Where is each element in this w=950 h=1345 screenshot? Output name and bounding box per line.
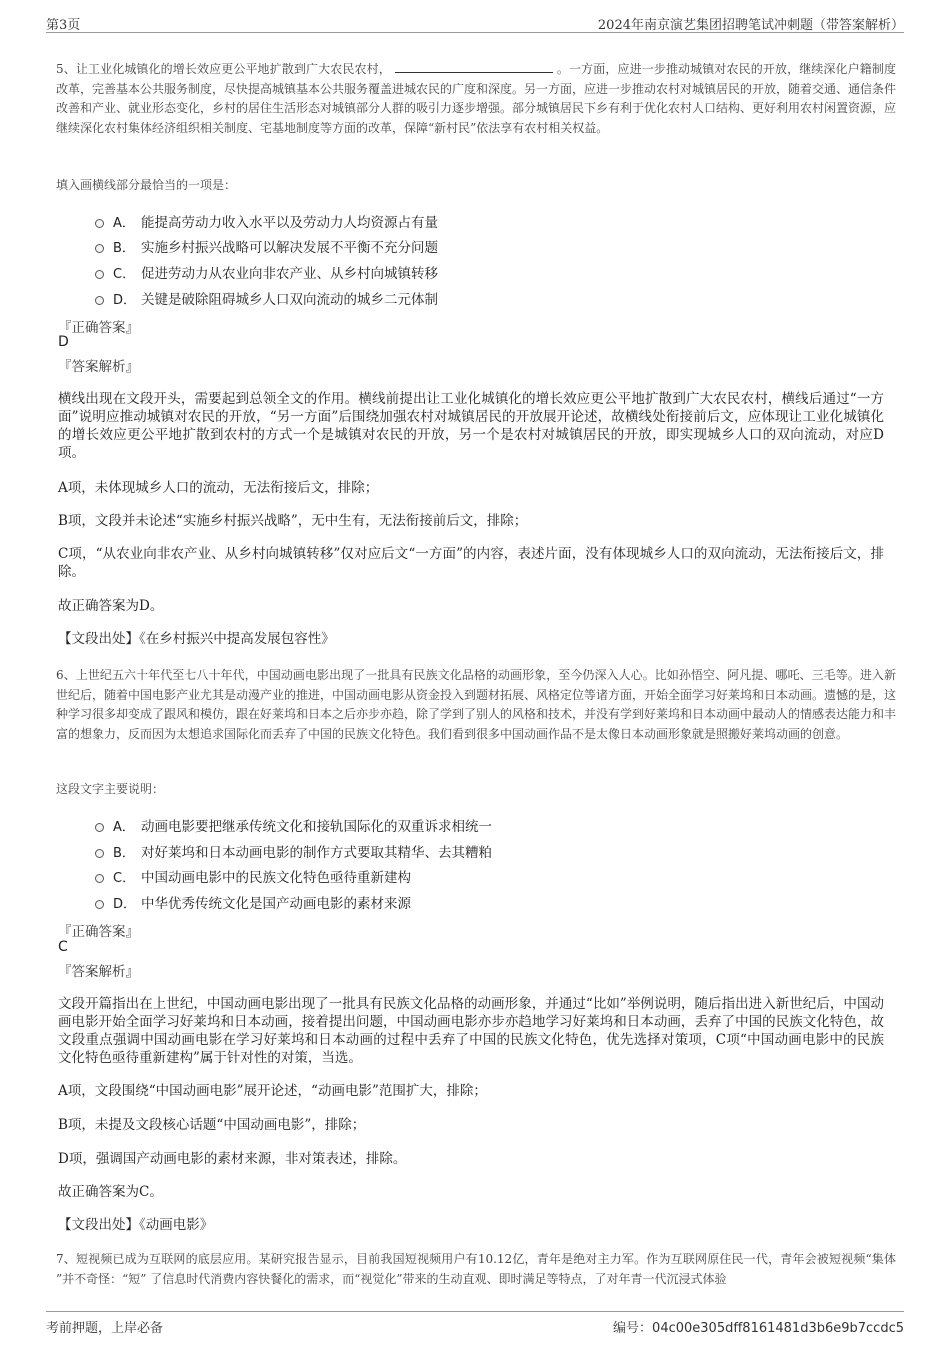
option-letter: D． bbox=[113, 293, 137, 308]
q5-option-c[interactable] bbox=[95, 262, 438, 282]
q6-answer-label: 『正确答案』 bbox=[58, 924, 139, 940]
radio-icon[interactable] bbox=[95, 874, 104, 883]
q6-analysis-d: D项，强调国产动画电影的素材来源，非对策表述，排除。 bbox=[58, 1151, 407, 1167]
q5-prompt: 填入画横线部分最恰当的一项是： bbox=[56, 178, 237, 192]
q5-stem-part1: 5、让工业化城镇化的增长效应更公平地扩散到广大农民农村， bbox=[56, 62, 391, 76]
q5-source: 【文段出处】《在乡村振兴中提高发展包容性》 bbox=[58, 631, 335, 647]
q6-option-d[interactable] bbox=[95, 892, 411, 912]
code-value: 04c00e305dff8161481d3b6e9b7ccdc5 bbox=[652, 1321, 904, 1336]
code-label: 编号： bbox=[613, 1321, 653, 1336]
option-letter: A． bbox=[113, 216, 135, 231]
q5-analysis-a: A项，未体现城乡人口的流动，无法衔接后文，排除； bbox=[58, 480, 379, 496]
document-title: 2024年南京演艺集团招聘笔试冲刺题（带答案解析） bbox=[597, 18, 904, 33]
option-text: 能提高劳动力收入水平以及劳动力人均资源占有量 bbox=[141, 215, 438, 231]
radio-icon[interactable] bbox=[95, 823, 104, 832]
option-text: 关键是破除阻碍城乡人口双向流动的城乡二元体制 bbox=[141, 292, 438, 308]
q6-stem: 6、上世纪五六十年代至七八十年代，中国动画电影出现了一批具有民族文化品格的动画形象，至今仍深入人心。比如孙悟空、阿凡提、哪吒、三毛等。进入新世纪后，随着中国电影产业尤其是动漫产业的推进，中国动画电影从资金投入到题材拓展、风格定位等诸方面，开始全面学习好莱坞和日本动画。遗憾的是，这种学习很多却变成了跟风和模仿，跟在好莱坞和日本之后亦步亦趋，除了学到了别人的风格和技术，并没有学到好莱坞和日本动画中最动人的情感表达能力和丰富的想象力，反而因为太想追求国际化而丢弃了中国的民族文化特色。我们看到很多中国动画作品不是太像日本动画形象就是照搬好莱坞动画的创意。 bbox=[56, 668, 897, 741]
q6-analysis-b: B项，未提及文段核心话题“中国动画电影”，排除； bbox=[58, 1117, 366, 1133]
option-text: 动画电影要把继承传统文化和接轨国际化的双重诉求相统一 bbox=[141, 819, 492, 835]
q6-option-c[interactable] bbox=[95, 866, 411, 886]
q6-source: 【文段出处】《动画电影》 bbox=[58, 1217, 214, 1233]
option-text: 对好莱坞和日本动画电影的制作方式要取其精华、去其糟粕 bbox=[141, 845, 492, 861]
q6-analysis-a: A项，文段围绕“中国动画电影”展开论述，“动画电影”范围扩大，排除； bbox=[58, 1083, 487, 1099]
q5-option-a[interactable] bbox=[95, 211, 438, 231]
page-header bbox=[46, 12, 904, 33]
option-letter: B． bbox=[113, 846, 135, 861]
page-number: 第3页 bbox=[46, 18, 81, 33]
q5-option-d[interactable] bbox=[95, 288, 438, 308]
option-text: 实施乡村振兴战略可以解决发展不平衡不充分问题 bbox=[141, 240, 438, 256]
page-footer bbox=[46, 1311, 904, 1336]
q6-answer: C bbox=[58, 939, 68, 955]
radio-icon[interactable] bbox=[95, 849, 104, 858]
footer-slogan: 考前押题，上岸必备 bbox=[46, 1321, 164, 1336]
radio-icon[interactable] bbox=[95, 296, 104, 305]
q6-analysis-label: 『答案解析』 bbox=[58, 964, 139, 980]
document-code bbox=[613, 1317, 904, 1336]
option-letter: B． bbox=[113, 241, 135, 256]
option-text: 促进劳动力从农业向非农产业、从乡村向城镇转移 bbox=[141, 266, 438, 282]
q5-stem bbox=[56, 60, 896, 138]
radio-icon[interactable] bbox=[95, 244, 104, 253]
radio-icon[interactable] bbox=[95, 900, 104, 909]
option-letter: A． bbox=[113, 820, 135, 835]
option-letter: C． bbox=[113, 267, 136, 282]
q6-analysis-main: 文段开篇指出在上世纪，中国动画电影出现了一批具有民族文化品格的动画形象，并通过“比如”举例说明，随后指出进入新世纪后，中国动画电影开始全面学习好莱坞和日本动画，接着提出问题，中国动画电影亦步亦趋地学习好莱坞和日本动画，丢弃了中国的民族文化特色，故文段重点强调中国动画电影在学习好莱坞和日本动画的过程中丢弃了中国的民族文化特色，优先选择对策项，C项“中国动画电影中的民族文化特色亟待重新建构”属于针对性的对策，当选。 bbox=[58, 996, 884, 1066]
option-text: 中国动画电影中的民族文化特色亟待重新建构 bbox=[141, 870, 411, 886]
q5-analysis-b: B项，文段并未论述“实施乡村振兴战略”，无中生有，无法衔接前后文，排除； bbox=[58, 513, 528, 529]
q6-option-a[interactable] bbox=[95, 815, 492, 835]
q6-prompt: 这段文字主要说明： bbox=[56, 782, 165, 796]
q5-analysis-label: 『答案解析』 bbox=[58, 359, 139, 375]
q5-stem-part2: 。一方面，应进一步推动城镇对农民的开放，继续深化户籍制度改革，完善基本公共服务制度，尽快提高城镇基本公共服务覆盖进城农民的广度和深度。另一方面，应进一步推动农村对城镇居民的开放，随着交通、通信条件改善和产业、就业形态变化，乡村的居住生活形态对城镇部分人群的吸引力逐步增强。部分城镇居民下乡有利于优化农村人口结构、更好利用农村闲置资源，应继续深化农村集体经济组织相关制度、宅基地制度等方面的改革，保障“新村民”依法享有农村相关权益。 bbox=[56, 62, 897, 135]
q6-option-b[interactable] bbox=[95, 841, 492, 861]
q5-answer: D bbox=[58, 334, 69, 350]
radio-icon[interactable] bbox=[95, 270, 104, 279]
q5-answer-label: 『正确答案』 bbox=[58, 320, 139, 336]
q5-conclusion: 故正确答案为D。 bbox=[58, 598, 164, 614]
option-text: 中华优秀传统文化是国产动画电影的素材来源 bbox=[141, 896, 411, 912]
radio-icon[interactable] bbox=[95, 219, 104, 228]
q5-analysis-c: C项，“从农业向非农产业、从乡村向城镇转移”仅对应后文“一方面”的内容，表述片面，没有体现城乡人口的双向流动，无法衔接后文，排除。 bbox=[58, 546, 884, 580]
option-letter: C． bbox=[113, 871, 136, 886]
q7-stem: 7、短视频已成为互联网的底层应用。某研究报告显示，目前我国短视频用户有10.12亿，青年是绝对主力军。作为互联网原住民一代，青年会被短视频“集体 ”并不奇怪：“短” 了信息时代消费内容快餐化的需求，而“视觉化”带来的生动直观、即时满足等特点，了对年青一代沉浸式体验 bbox=[56, 1252, 896, 1286]
q5-fill-blank bbox=[395, 60, 553, 73]
q5-option-b[interactable] bbox=[95, 236, 438, 256]
q6-conclusion: 故正确答案为C。 bbox=[58, 1184, 163, 1200]
q5-analysis-main: 横线出现在文段开头，需要起到总领全文的作用。横线前提出让工业化城镇化的增长效应更公平地扩散到广大农民农村，横线后通过“一方面”说明应推动城镇对农民的开放，“另一方面”后围绕加强农村对城镇居民的开放展开论述，故横线处衔接前后文，应体现让工业化城镇化的增长效应更公平地扩散到农村的方式一个是城镇对农民的开放，另一个是农村对城镇居民的开放，即实现城乡人口的双向流动，对应D项。 bbox=[58, 391, 884, 461]
option-letter: D． bbox=[113, 897, 137, 912]
